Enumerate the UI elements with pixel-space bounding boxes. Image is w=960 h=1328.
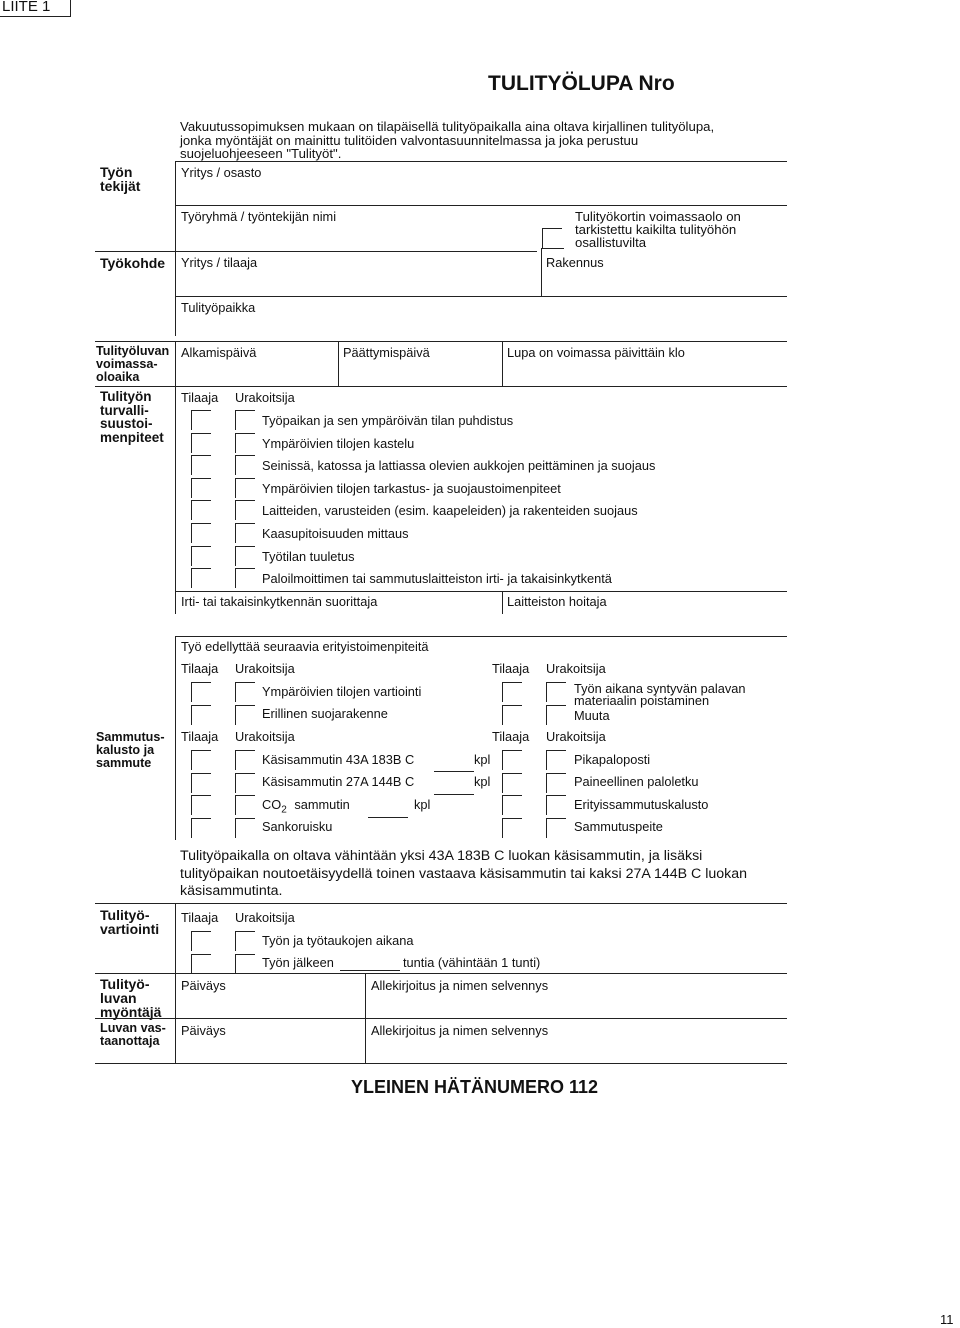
checkbox-client-protective[interactable] (191, 705, 211, 725)
divider (95, 251, 537, 252)
special-guarding-label: Ympäröivien tilojen vartiointi (262, 684, 422, 699)
ext-client-header-right: Tilaaja (492, 729, 530, 744)
checkbox-contractor-guarding[interactable] (235, 682, 255, 702)
section-safety: Tulityön turvalli-suustoi-menpiteet (100, 389, 164, 445)
page-number: 11 (940, 1312, 954, 1327)
ext-43a-unit: kpl (474, 752, 491, 767)
ext-contractor-header: Urakoitsija (235, 729, 295, 744)
ext-43a-label: Käsisammutin 43A 183B C (262, 752, 415, 767)
divider (338, 341, 339, 386)
checkbox-contractor-removal[interactable] (546, 682, 566, 702)
intro-text: Vakuutussopimuksen mukaan on tilapäisellä tulityöpaikalla aina oltava kirjallinen tulityölupa, jonka myöntäjät on mainittu tulitöiden valvontasuunnitelmassa ja joka perustuu suojeluohjeeseen "Tulityöt". (180, 119, 715, 161)
divider (175, 161, 176, 297)
ext-client-checkbox[interactable] (191, 795, 211, 815)
ext-pressure-hose-label: Paineellinen paloletku (574, 774, 699, 789)
ext-client-header: Tilaaja (181, 729, 219, 744)
divider (175, 341, 176, 386)
divider (175, 903, 176, 1063)
divider (541, 248, 542, 297)
ext-client-checkbox-right[interactable] (502, 773, 522, 793)
divider (541, 248, 564, 249)
checkbox-client-other[interactable] (502, 705, 522, 725)
safety-measure-label: Työpaikan ja sen ympäröivän tilan puhdistus (262, 413, 514, 428)
ext-client-checkbox-right[interactable] (502, 795, 522, 815)
safety-contractor-checkbox[interactable] (235, 568, 255, 588)
section-validity: Tulityöluvan voimassa-oloaika (96, 344, 170, 384)
checkbox-client-removal[interactable] (502, 682, 522, 702)
checkbox-contractor-during[interactable] (235, 931, 255, 951)
annex-label: LIITE 1 (2, 0, 51, 15)
section-extinguishers: Sammutus-kalusto ja sammute (96, 730, 165, 770)
ext-27a-blank (434, 794, 474, 795)
ext-27a-label: Käsisammutin 27A 144B C (262, 774, 415, 789)
divider (95, 386, 787, 387)
safety-contractor-checkbox[interactable] (235, 455, 255, 475)
ext-contractor-header-right: Urakoitsija (546, 729, 606, 744)
building-label: Rakennus (546, 255, 604, 270)
safety-measure-label: Laitteiden, varusteiden (esim. kaapeleiden) ja rakenteiden suojaus (262, 503, 638, 519)
special-contractor-header: Urakoitsija (235, 661, 295, 676)
annex-border (70, 0, 71, 17)
checkbox-client-after[interactable] (191, 954, 211, 974)
section-worksite: Työkohde (100, 255, 166, 271)
special-client-header-right: Tilaaja (492, 661, 530, 676)
recipient-signature-label: Allekirjoitus ja nimen selvennys (371, 1023, 549, 1038)
safety-client-checkbox[interactable] (191, 410, 211, 430)
disconnect-by-label: Irti- tai takaisinkytkennän suorittaja (181, 594, 378, 609)
ext-client-checkbox-right[interactable] (502, 818, 522, 838)
safety-measure-label: Ympäröivien tilojen kastelu (262, 435, 415, 451)
divider (175, 205, 787, 206)
divider (175, 161, 787, 162)
safety-measure-label: Seinissä, katossa ja lattiassa olevien aukkojen peittäminen ja suojaus (262, 458, 656, 474)
workplace-label: Tulityöpaikka (181, 300, 256, 315)
safety-contractor-checkbox[interactable] (235, 546, 255, 566)
divider (175, 386, 176, 614)
ext-contractor-checkbox[interactable] (235, 750, 255, 770)
special-other-label: Muuta (574, 708, 610, 723)
ext-contractor-checkbox[interactable] (235, 795, 255, 815)
ext-contractor-checkbox-right[interactable] (546, 750, 566, 770)
divider (95, 1063, 787, 1064)
section-grantor: Tulityö-luvan myöntäjä (100, 976, 162, 1020)
safety-contractor-checkbox[interactable] (235, 433, 255, 453)
recipient-date-label: Päiväys (181, 1023, 226, 1038)
safety-client-header: Tilaaja (181, 390, 219, 405)
grantor-date-label: Päiväys (181, 978, 226, 993)
divider (95, 1018, 787, 1019)
ext-contractor-checkbox-right[interactable] (546, 818, 566, 838)
ext-contractor-checkbox-right[interactable] (546, 795, 566, 815)
divider (95, 973, 787, 974)
card-validity-label: Tulityökortin voimassaolo on tarkistettu kaikilta tulityöhön osallistuvilta (575, 209, 741, 250)
card-validity-checkbox[interactable] (542, 228, 562, 248)
ext-client-checkbox[interactable] (191, 750, 211, 770)
system-maintainer-label: Laitteiston hoitaja (507, 594, 607, 609)
company-client-label: Yritys / tilaaja (181, 255, 258, 270)
special-client-header: Tilaaja (181, 661, 219, 676)
watch-after-label: Työn jälkeen (262, 955, 334, 970)
safety-measure-label: Työtilan tuuletus (262, 548, 355, 564)
safety-contractor-checkbox[interactable] (235, 500, 255, 520)
extinguisher-note: Tulityöpaikalla on oltava vähintään yksi 43A 183B C luokan käsisammutin, ja lisäksi tulityöpaikan noutoetäisyydellä toinen vastaava käsisammutin tai kaksi 27A 144B C luokan käsisammutinta. (180, 848, 748, 899)
ext-client-checkbox-right[interactable] (502, 750, 522, 770)
safety-client-checkbox[interactable] (191, 568, 211, 588)
section-recipient: Luvan vas-taanottaja (100, 1021, 166, 1048)
company-dept-label: Yritys / osasto (181, 165, 262, 180)
watch-hours-blank (340, 970, 400, 971)
checkbox-contractor-other[interactable] (546, 705, 566, 725)
team-name-label: Työryhmä / työntekijän nimi (181, 209, 337, 224)
divider (175, 636, 176, 840)
start-date-label: Alkamispäivä (181, 345, 257, 360)
watch-hours-label: tuntia (vähintään 1 tunti) (403, 955, 541, 970)
watch-contractor-header: Urakoitsija (235, 910, 295, 925)
ext-43a-blank (434, 771, 474, 772)
form-title: TULITYÖLUPA Nro (488, 72, 675, 95)
ext-contractor-checkbox[interactable] (235, 818, 255, 838)
divider (175, 296, 787, 297)
checkbox-contractor-protective[interactable] (235, 705, 255, 725)
watch-during-label: Työn ja työtaukojen aikana (262, 933, 414, 948)
checkbox-client-during[interactable] (191, 931, 211, 951)
safety-contractor-header: Urakoitsija (235, 390, 295, 405)
end-date-label: Päättymispäivä (343, 345, 430, 360)
ext-blanket-label: Sammutuspeite (574, 819, 663, 834)
daily-until-label: Lupa on voimassa päivittäin klo (507, 345, 685, 360)
ext-contractor-checkbox[interactable] (235, 773, 255, 793)
safety-client-checkbox[interactable] (191, 433, 211, 453)
ext-27a-unit: kpl (474, 774, 491, 789)
ext-co2-label (262, 797, 350, 816)
safety-client-checkbox[interactable] (191, 546, 211, 566)
co2-subscript: 2 (281, 804, 287, 816)
ext-client-checkbox[interactable] (191, 818, 211, 838)
divider (175, 296, 176, 336)
section-workers: Työn tekijät (100, 164, 141, 194)
ext-co2-unit: kpl (414, 797, 431, 812)
safety-measure-label: Paloilmoittimen tai sammutuslaitteiston irti- ja takaisinkytkentä (262, 571, 612, 587)
safety-client-checkbox[interactable] (191, 500, 211, 520)
divider (95, 903, 787, 904)
ext-hose-label: Sankoruisku (262, 819, 333, 834)
safety-client-checkbox[interactable] (191, 478, 211, 498)
emergency-number: YLEINEN HÄTÄNUMERO 112 (351, 1077, 599, 1097)
safety-contractor-checkbox[interactable] (235, 410, 255, 430)
safety-measure-label: Ympäröivien tilojen tarkastus- ja suojaustoimenpiteet (262, 480, 561, 496)
grantor-signature-label: Allekirjoitus ja nimen selvennys (371, 978, 549, 993)
co2-rest: sammutin (294, 797, 350, 812)
divider (502, 591, 503, 614)
checkbox-client-guarding[interactable] (191, 682, 211, 702)
safety-client-checkbox[interactable] (191, 523, 211, 543)
divider (95, 341, 787, 342)
special-removal-label-2: materiaalin poistaminen (574, 693, 710, 708)
divider (175, 591, 787, 592)
section-watch: Tulityö-vartiointi (100, 907, 160, 937)
special-protective-label: Erillinen suojarakenne (262, 706, 388, 721)
divider (175, 636, 787, 637)
co2-text: CO (262, 797, 282, 812)
safety-client-checkbox[interactable] (191, 455, 211, 475)
ext-co2-blank (368, 817, 408, 818)
annex-underline (0, 16, 70, 17)
ext-contractor-checkbox-right[interactable] (546, 773, 566, 793)
checkbox-contractor-after[interactable] (235, 954, 255, 974)
safety-measure-label: Kaasupitoisuuden mittaus (262, 526, 409, 541)
special-contractor-header-right: Urakoitsija (546, 661, 606, 676)
ext-client-checkbox[interactable] (191, 773, 211, 793)
ext-hydrant-label: Pikapaloposti (574, 752, 651, 767)
ext-special-equipment-label: Erityissammutuskalusto (574, 797, 709, 812)
divider (502, 341, 503, 386)
safety-contractor-checkbox[interactable] (235, 478, 255, 498)
watch-client-header: Tilaaja (181, 910, 219, 925)
special-measures-label: Työ edellyttää seuraavia erityistoimenpiteitä (181, 639, 429, 654)
special-removal-label: Työn aikana syntyvän palavan (574, 681, 746, 696)
safety-contractor-checkbox[interactable] (235, 523, 255, 543)
